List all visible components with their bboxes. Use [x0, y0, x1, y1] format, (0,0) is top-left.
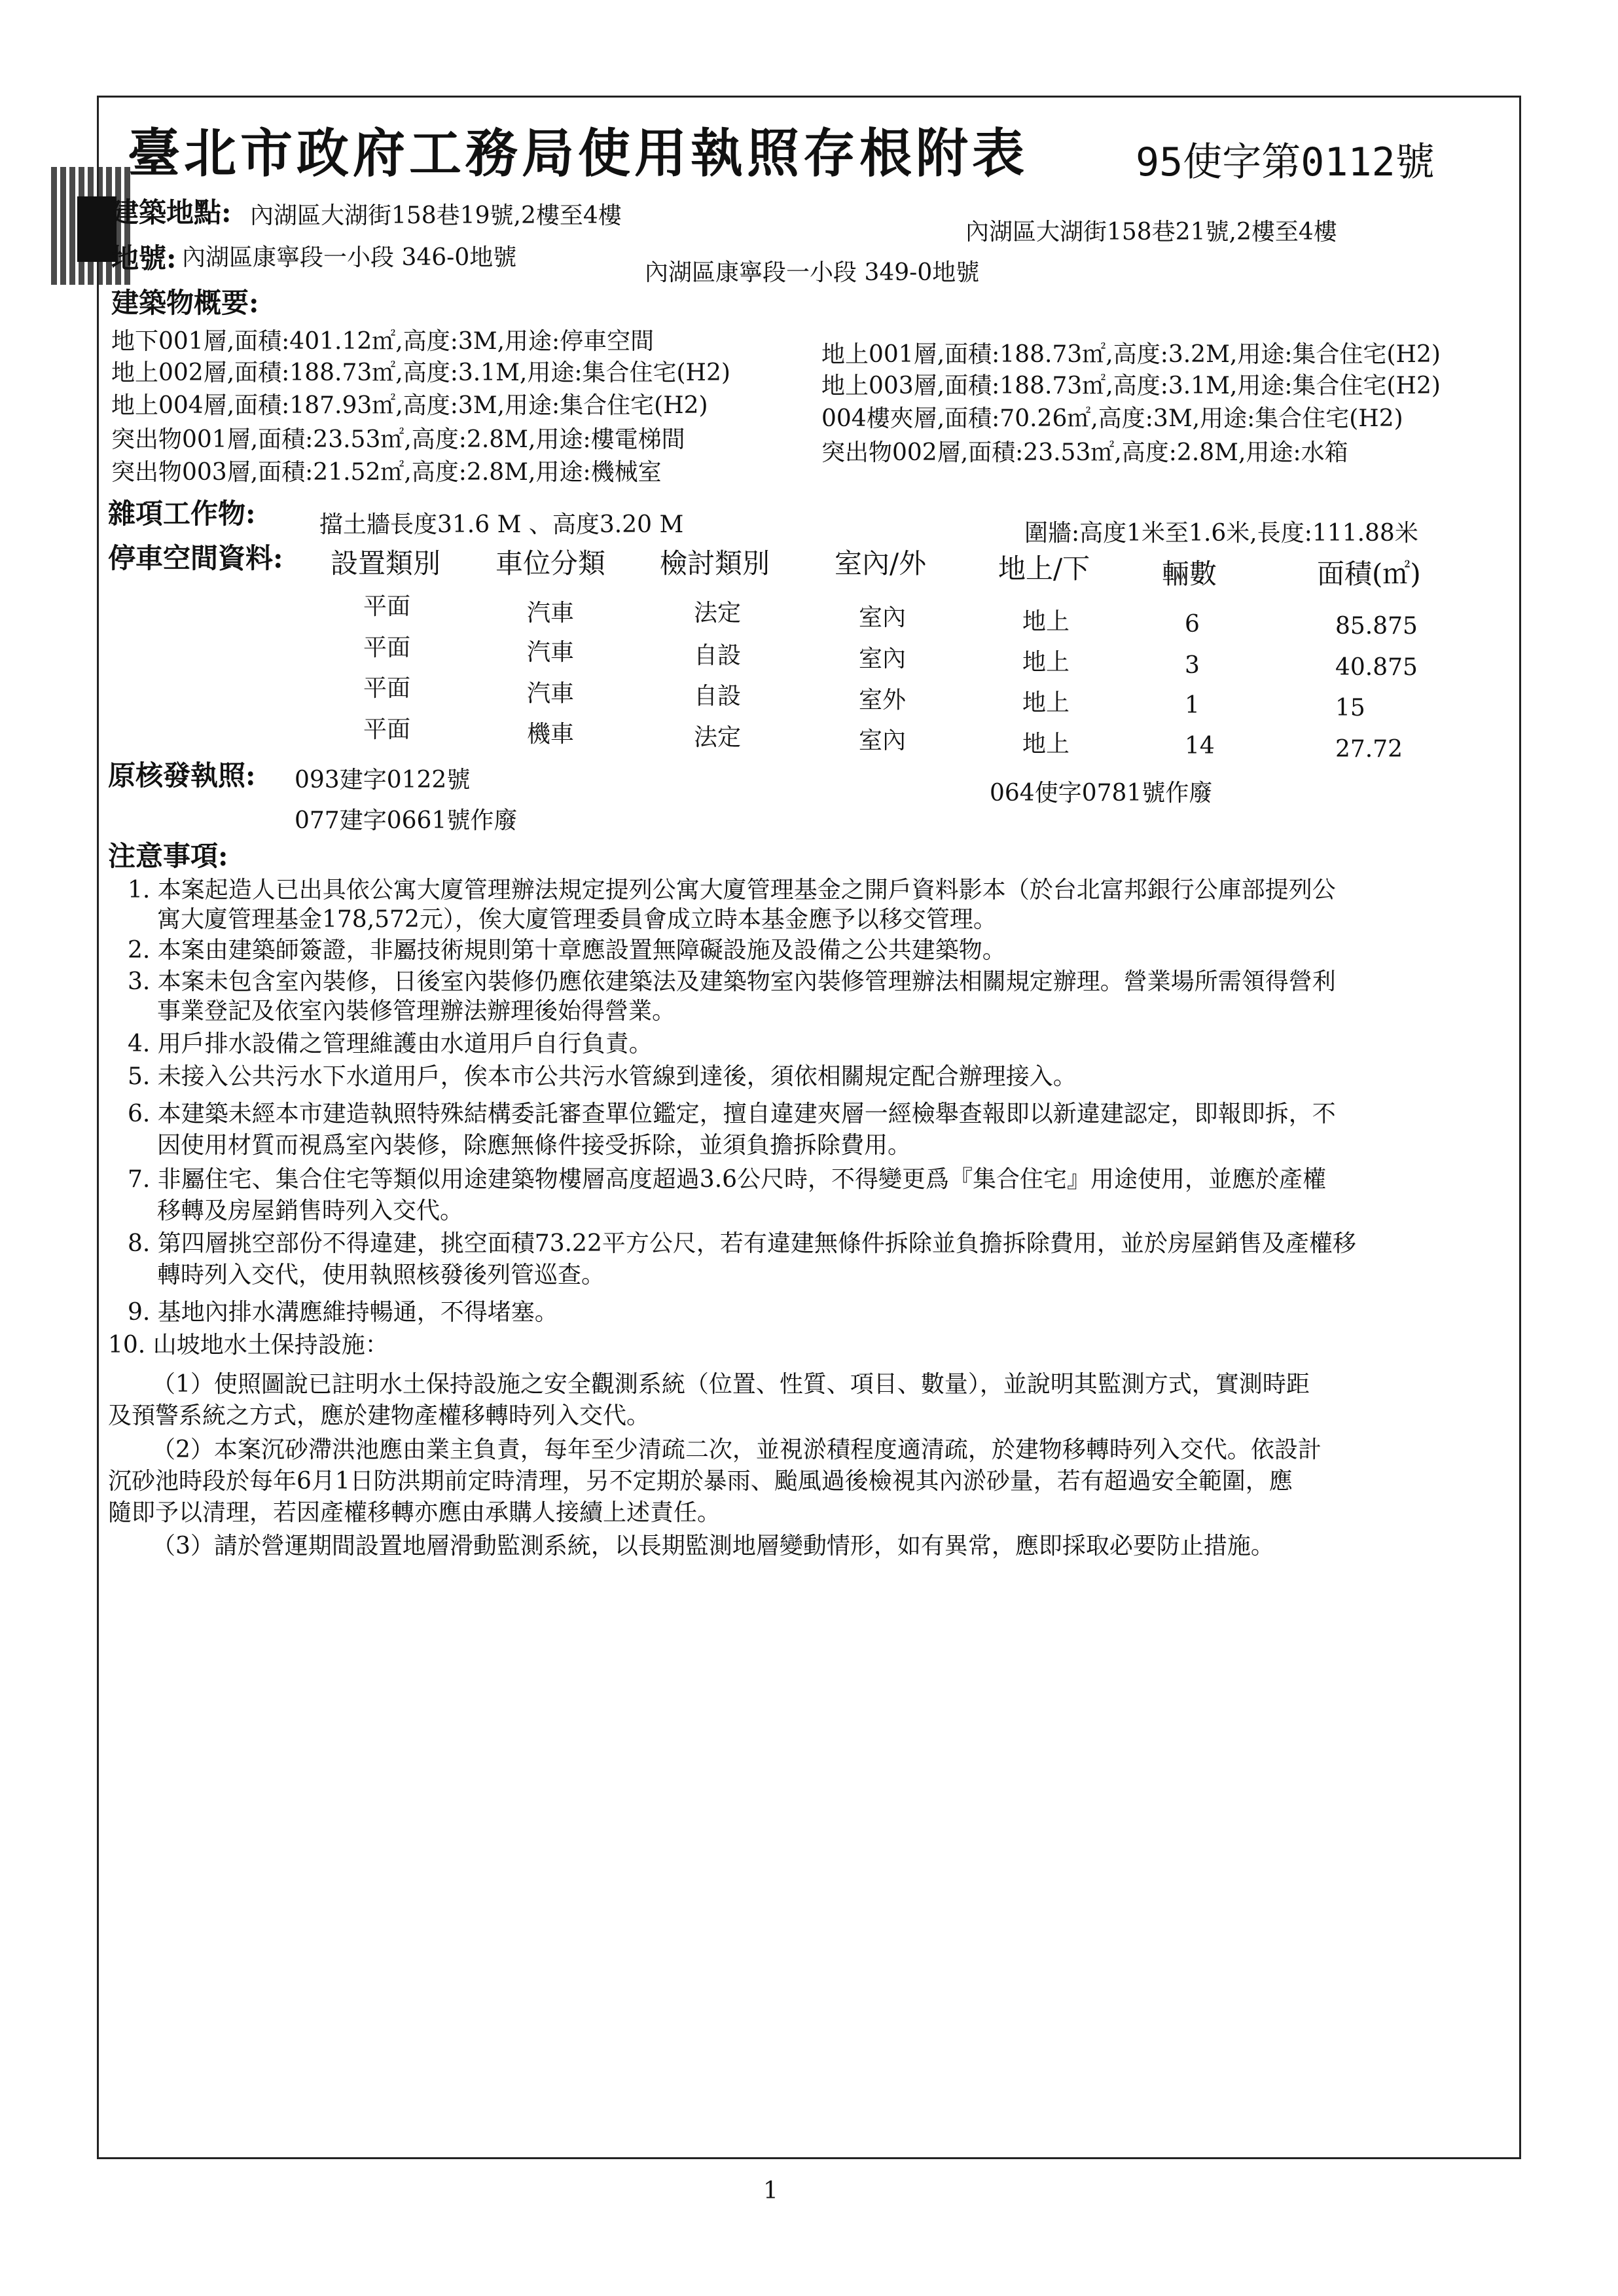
note-line: 5. 未接入公共污水下水道用戶，俟本市公共污水管線到達後，須依相關規定配合辦理接入。 [128, 1063, 1077, 1090]
parking-header-class: 車位分類 [495, 547, 606, 579]
page-number: 1 [763, 2178, 778, 2204]
note-line: 移轉及房屋銷售時列入交代。 [157, 1197, 464, 1224]
misc-label: 雜項工作物: [108, 498, 256, 530]
table-cell: 14 [1185, 733, 1215, 759]
table-cell: 平面 [363, 634, 411, 661]
table-cell: 地上 [1022, 608, 1070, 635]
note-line: 1. 本案起造人已出具依公寓大廈管理辦法規定提列公寓大廈管理基金之開戶資料影本（於台北富邦銀行公庫部提列公 [128, 877, 1336, 903]
overview-right-4: 突出物002層,面積:23.53㎡,高度:2.8M,用途:水箱 [821, 439, 1348, 466]
table-cell: 平面 [363, 675, 411, 702]
original-license-label: 原核發執照: [108, 759, 256, 792]
table-cell: 地上 [1022, 689, 1070, 716]
location-label: 建築地點: [111, 196, 232, 228]
overview-left-2: 地上002層,面積:188.73㎡,高度:3.1M,用途:集合住宅(H2) [111, 359, 730, 386]
parking-header-type: 設置類別 [331, 547, 441, 579]
misc-item-1: 擋土牆長度31.6 M 、高度3.20 M [319, 511, 684, 538]
parking-header-review: 檢討類別 [660, 547, 770, 579]
location-address-2: 內湖區大湖街158巷21號,2樓至4樓 [965, 219, 1337, 246]
note-line: 7. 非屬住宅、集合住宅等類似用途建築物樓層高度超過3.6公尺時，不得變更爲『集合住宅』用途使用，並應於產權 [128, 1166, 1327, 1193]
note-line: 轉時列入交代，使用執照核發後列管巡查。 [157, 1262, 605, 1288]
table-cell: 室內 [859, 604, 907, 631]
note-line: 2. 本案由建築師簽證，非屬技術規則第十章應設置無障礙設施及設備之公共建築物。 [128, 937, 1006, 964]
note-line: 6. 本建築未經本市建造執照特殊結構委託審查單位鑑定，擅自違建夾層一經檢舉查報即以新違建認定，即報即拆，不 [128, 1101, 1336, 1127]
table-cell: 6 [1185, 611, 1200, 638]
table-cell: 3 [1185, 652, 1200, 679]
note-line: （1）使照圖說已註明水土保持設施之安全觀測系統（位置、性質、項目、數量），並說明其監測方式，實測時距 [152, 1371, 1310, 1398]
original-license-1: 093建字0122號 [295, 767, 471, 793]
land-label: 地號: [111, 242, 177, 274]
table-cell: 機車 [527, 721, 575, 748]
parking-label: 停車空間資料: [108, 542, 283, 574]
land-lot-1: 內湖區康寧段一小段 346-0地號 [182, 244, 517, 271]
note-line: 沉砂池時段於每年6月1日防洪期前定時清理，另不定期於暴雨、颱風過後檢視其內淤砂量，若有超過安全範圍，應 [108, 1468, 1293, 1495]
parking-header-indoor: 室內/外 [835, 547, 927, 579]
table-cell: 15 [1335, 695, 1365, 721]
table-cell: 40.875 [1335, 654, 1418, 681]
permit-number: 95使字第0112號 [1136, 139, 1435, 185]
note-line: 寓大廈管理基金178,572元），俟大廈管理委員會成立時本基金應予以移交管理。 [157, 906, 997, 933]
note-line: 8. 第四層挑空部份不得違建，挑空面積73.22平方公尺，若有違建無條件拆除並負擔拆除費用，並於房屋銷售及產權移 [128, 1230, 1356, 1257]
document-title: 臺北市政府工務局使用執照存根附表 [128, 122, 1028, 184]
table-cell: 汽車 [527, 639, 575, 666]
overview-right-1: 地上001層,面積:188.73㎡,高度:3.2M,用途:集合住宅(H2) [821, 341, 1441, 368]
table-cell: 室外 [859, 687, 907, 714]
table-cell: 地上 [1022, 731, 1070, 757]
original-license-3: 064使字0781號作廢 [990, 780, 1213, 807]
note-line: 4. 用戶排水設備之管理維護由水道用戶自行負責。 [128, 1030, 653, 1057]
table-cell: 室內 [859, 727, 907, 754]
table-cell: 平面 [363, 593, 411, 620]
table-cell: 平面 [363, 716, 411, 743]
table-cell: 汽車 [527, 600, 575, 627]
parking-header-count: 輛數 [1162, 558, 1217, 590]
note-line: 3. 本案未包含室內裝修，日後室內裝修仍應依建築法及建築物室內裝修管理辦法相關規定辦理。營業場所需領得營利 [128, 968, 1336, 995]
note-line: （3）請於營運期間設置地層滑動監測系統，以長期監測地層變動情形，如有異常，應即採取必要防止措施。 [152, 1533, 1274, 1559]
note-line: 事業登記及依室內裝修管理辦法辦理後始得營業。 [157, 998, 676, 1025]
note-line: 及預警系統之方式，應於建物產權移轉時列入交代。 [108, 1402, 651, 1429]
misc-item-2: 圍牆:高度1米至1.6米,長度:111.88米 [1024, 520, 1418, 547]
note-line: 9. 基地內排水溝應維持暢通，不得堵塞。 [128, 1299, 558, 1326]
table-cell: 汽車 [527, 680, 575, 707]
table-cell: 27.72 [1335, 736, 1403, 763]
table-cell: 自設 [694, 683, 742, 710]
overview-right-3: 004樓夾層,面積:70.26㎡,高度:3M,用途:集合住宅(H2) [821, 405, 1403, 432]
overview-left-5: 突出物003層,面積:21.52㎡,高度:2.8M,用途:機械室 [111, 459, 662, 486]
table-cell: 1 [1185, 692, 1200, 719]
table-cell: 自設 [694, 642, 742, 669]
table-cell: 法定 [694, 600, 742, 627]
table-cell: 地上 [1022, 649, 1070, 676]
overview-right-2: 地上003層,面積:188.73㎡,高度:3.1M,用途:集合住宅(H2) [821, 373, 1441, 399]
original-license-2: 077建字0661號作廢 [295, 807, 518, 834]
overview-left-3: 地上004層,面積:187.93㎡,高度:3M,用途:集合住宅(H2) [111, 392, 708, 419]
location-address-1: 內湖區大湖街158巷19號,2樓至4樓 [250, 202, 622, 229]
notes-label: 注意事項: [108, 840, 228, 872]
note-line: 10. 山坡地水土保持設施： [108, 1332, 389, 1358]
note-line: （2）本案沉砂滯洪池應由業主負責，每年至少清疏二次，並視淤積程度適清疏，於建物移轉時列入交代。依設計 [152, 1436, 1321, 1463]
note-line: 隨即予以清理，若因產權移轉亦應由承購人接續上述責任。 [108, 1499, 721, 1526]
table-cell: 室內 [859, 646, 907, 672]
land-lot-2: 內湖區康寧段一小段 349-0地號 [645, 259, 980, 286]
table-cell: 85.875 [1335, 613, 1418, 640]
note-line: 因使用材質而視爲室內裝修，除應無條件接受拆除，並須負擔拆除費用。 [157, 1132, 912, 1159]
table-cell: 法定 [694, 724, 742, 751]
overview-left-1: 地下001層,面積:401.12㎡,高度:3M,用途:停車空間 [111, 328, 655, 355]
seal-stamp-core [77, 196, 117, 262]
parking-header-level: 地上/下 [998, 553, 1090, 585]
parking-header-area: 面積(㎡) [1317, 558, 1421, 590]
overview-left-4: 突出物001層,面積:23.53㎡,高度:2.8M,用途:樓電梯間 [111, 426, 685, 453]
overview-label: 建築物概要: [111, 287, 259, 319]
